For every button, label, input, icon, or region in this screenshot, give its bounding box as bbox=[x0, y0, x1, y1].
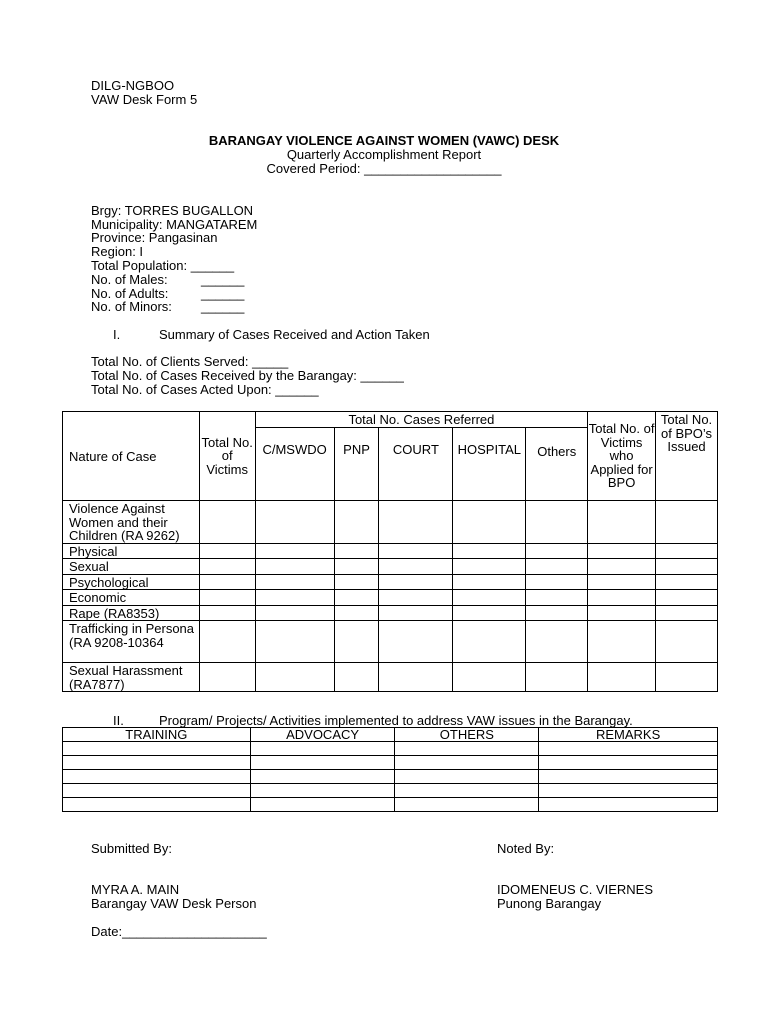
municipality-line: Municipality: MANGATAREM bbox=[91, 217, 258, 232]
date-line: Date:____________________ bbox=[91, 924, 267, 939]
header-nature-of-case: Nature of Case bbox=[63, 412, 200, 501]
table-row bbox=[63, 770, 718, 784]
submitted-by-label: Submitted By: bbox=[91, 841, 172, 856]
section2-title: Program/ Projects/ Activities implemented to address VAW issues in the Barangay. bbox=[159, 713, 633, 728]
submitter-name: MYRA A. MAIN bbox=[91, 882, 180, 897]
table-row bbox=[63, 663, 718, 692]
table-row bbox=[63, 501, 718, 544]
cases-table bbox=[62, 411, 718, 692]
cases-received-line: Total No. of Cases Received by the Barangay: ______ bbox=[91, 368, 404, 383]
adults-label: No. of Adults: bbox=[91, 286, 169, 301]
header-court: COURT bbox=[379, 428, 453, 501]
males-label: No. of Males: bbox=[91, 272, 168, 287]
case-nature: Psychological bbox=[63, 574, 200, 590]
section2-numeral: II. bbox=[113, 713, 124, 728]
minors-blank: ______ bbox=[201, 299, 245, 314]
page-title: BARANGAY VIOLENCE AGAINST WOMEN (VAWC) DESK bbox=[208, 133, 560, 148]
case-nature: Rape (RA8353) bbox=[63, 605, 200, 621]
cases-acted-line: Total No. of Cases Acted Upon: ______ bbox=[91, 382, 319, 397]
table-row bbox=[63, 784, 718, 798]
table-row bbox=[63, 605, 718, 621]
case-nature: Sexual Harassment (RA7877) bbox=[63, 663, 200, 692]
table-header-row bbox=[63, 728, 718, 742]
header-others: Others bbox=[526, 428, 588, 501]
header-total-victims: Total No. of Victims bbox=[199, 412, 255, 501]
noter-name: IDOMENEUS C. VIERNES bbox=[497, 882, 654, 897]
table-row bbox=[63, 742, 718, 756]
table-row bbox=[63, 559, 718, 575]
header-cases-referred: Total No. Cases Referred bbox=[255, 412, 588, 428]
case-nature: Trafficking in Persona (RA 9208-10364 bbox=[63, 621, 200, 663]
covered-period: Covered Period: ___________________ bbox=[266, 161, 502, 176]
region-line: Region: I bbox=[91, 244, 144, 259]
header-hospital: HOSPITAL bbox=[453, 428, 526, 501]
case-nature: Physical bbox=[63, 543, 200, 559]
header-training: TRAINING bbox=[63, 728, 251, 742]
table-row bbox=[63, 621, 718, 663]
population-line: Total Population: ______ bbox=[91, 258, 235, 273]
header-others: OTHERS bbox=[395, 728, 539, 742]
header-bpo-issued: Total No. of BPO’s Issued bbox=[656, 412, 718, 501]
submitter-title: Barangay VAW Desk Person bbox=[91, 896, 257, 911]
case-nature: Sexual bbox=[63, 559, 200, 575]
header-applied-bpo: Total No. of Victims who Applied for BPO bbox=[588, 412, 656, 501]
males-blank: ______ bbox=[201, 272, 245, 287]
brgy-line: Brgy: TORRES BUGALLON bbox=[91, 203, 254, 218]
header-pnp: PNP bbox=[334, 428, 379, 501]
header-advocacy: ADVOCACY bbox=[250, 728, 395, 742]
clients-served-line: Total No. of Clients Served: _____ bbox=[91, 354, 289, 369]
header-remarks: REMARKS bbox=[539, 728, 718, 742]
case-nature: Violence Against Women and their Children (RA 9262) bbox=[63, 501, 200, 544]
header-cmswdo: C/MSWDO bbox=[255, 428, 334, 501]
case-nature: Economic bbox=[63, 590, 200, 606]
table-row bbox=[63, 574, 718, 590]
table-row bbox=[63, 543, 718, 559]
form-code: DILG-NGBOO bbox=[91, 78, 175, 93]
minors-label: No. of Minors: bbox=[91, 299, 172, 314]
table-row bbox=[63, 798, 718, 812]
province-line: Province: Pangasinan bbox=[91, 230, 218, 245]
section1-title: Summary of Cases Received and Action Taken bbox=[159, 327, 430, 342]
noter-title: Punong Barangay bbox=[497, 896, 602, 911]
report-subtitle: Quarterly Accomplishment Report bbox=[286, 147, 482, 162]
table-row bbox=[63, 756, 718, 770]
adults-blank: ______ bbox=[201, 286, 245, 301]
form-name: VAW Desk Form 5 bbox=[91, 92, 198, 107]
noted-by-label: Noted By: bbox=[497, 841, 555, 856]
section1-numeral: I. bbox=[113, 327, 121, 342]
programs-table bbox=[62, 727, 718, 812]
table-row bbox=[63, 590, 718, 606]
